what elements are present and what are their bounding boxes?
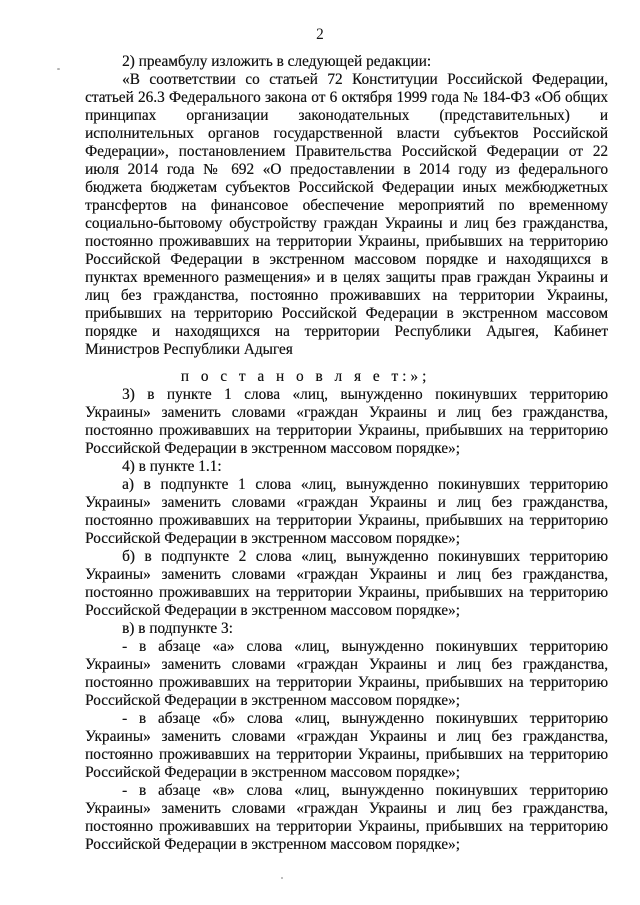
paragraph-item-3: 3) в пункте 1 слова «лиц, вынужденно покинувших территорию Украины» заменить словами «граждан Украины и лиц без гражданства, постоянно проживавших на территории Украины, прибывших на территорию Российской Федерации в экстренном массовом порядке»; bbox=[85, 386, 608, 457]
paragraph-item-4v: в) в подпункте 3: bbox=[122, 620, 233, 637]
paragraph-item-4v-b: - в абзаце «б» слова «лиц, вынужденно покинувших территорию Украины» заменить словами «граждан Украины и лиц без гражданства, постоянно проживавших на территории Украины, прибывших на территорию Российской Федерации в экстренном массовом порядке»; bbox=[85, 710, 608, 781]
paragraph-item-4a: а) в подпункте 1 слова «лиц, вынужденно покинувших территорию Украины» заменить словами «граждан Украины и лиц без гражданства, постоянно проживавших на территории Украины, прибывших на территорию Российской Федерации в экстренном массовом порядке»; bbox=[85, 476, 608, 547]
scan-artifact-dot bbox=[57, 68, 60, 70]
paragraph-item-4v-a: - в абзаце «а» слова «лиц, вынужденно покинувших территорию Украины» заменить словами «граждан Украины и лиц без гражданства, постоянно проживавших на территории Украины, прибывших на территорию Российской Федерации в экстренном массовом порядке»; bbox=[85, 638, 608, 709]
page-number: 2 bbox=[316, 26, 324, 43]
scan-artifact-dot bbox=[281, 877, 283, 879]
paragraph-item-4b: б) в подпункте 2 слова «лиц, вынужденно покинувших территорию Украины» заменить словами «граждан Украины и лиц без гражданства, постоянно проживавших на территории Украины, прибывших на территорию Российской Федерации в экстренном массовом порядке»; bbox=[85, 548, 608, 619]
paragraph-item-4v-v: - в абзаце «в» слова «лиц, вынужденно покинувших территорию Украины» заменить словами «граждан Украины и лиц без гражданства, постоянно проживавших на территории Украины, прибывших на территорию Российской Федерации в экстренном массовом порядке»; bbox=[85, 782, 608, 853]
paragraph-item-4: 4) в пункте 1.1: bbox=[122, 458, 222, 475]
paragraph-resolves: п о с т а н о в л я е т:»; bbox=[180, 368, 431, 385]
paragraph-preamble-text: «В соответствии со статьей 72 Конституции Российской Федерации, статьей 26.3 Федерального закона от 6 октября 1999 года № 184-ФЗ «Об общих принципах организации законодательных (представительных) и исполнительных органов государственной власти субъектов Российской Федерации», постановлением Правительства Российской Федерации от 22 июля 2014 года № 692 «О предоставлении в 2014 году из федерального бюджета бюджетам субъектов Российской Федерации иных межбюджетных трансфертов на финансовое обеспечение мероприятий по временному социально-бытовому обустройству граждан Украины и лиц без гражданства, постоянно проживавших на территории Украины, прибывших на территорию Российской Федерации в экстренном массовом порядке и находящихся в пунктах временного размещения» и в целях защиты прав граждан Украины и лиц без гражданства, постоянно проживавших на территории Украины, прибывших на территорию Российской Федерации в экстренном массовом порядке и находящихся на территории Республики Адыгея, Кабинет Министров Республики Адыгея bbox=[85, 71, 608, 358]
paragraph-preamble-intro: 2) преамбулу изложить в следующей редакции: bbox=[122, 53, 432, 70]
document-body bbox=[85, 53, 608, 854]
